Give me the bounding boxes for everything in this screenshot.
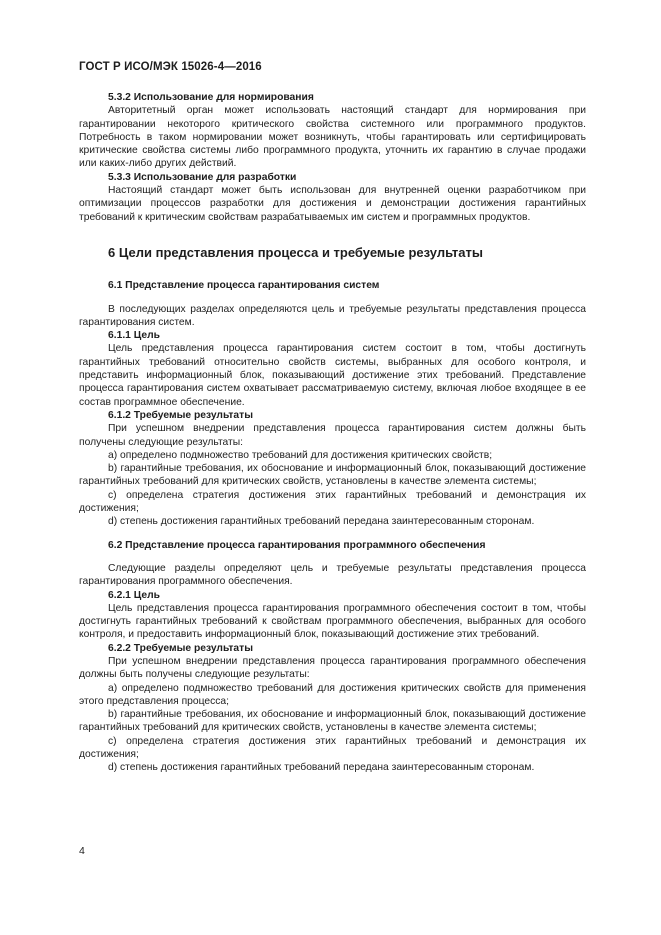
section-5-3-3-heading: 5.3.3 Использование для разработки [108, 171, 297, 183]
section-6-2-heading: 6.2 Представление процесса гарантирования программного обеспечения [108, 539, 486, 551]
list-item: c) определена стратегия достижения этих гарантийных требований и демонстрация их достижения; [79, 489, 586, 515]
section-5-3-2-heading: 5.3.2 Использование для нормирования [108, 92, 314, 103]
section-6-2-paragraph: Следующие разделы определяют цель и требуемые результаты представления процесса гарантирования программного обеспечения. [79, 562, 586, 588]
section-6-1-1-paragraph: Цель представления процесса гарантирования систем состоит в том, чтобы достигнуть гарантийных требований относительно свойств системы, выбранных для особого контроля, и представить информационный блок, показывающий достижение этих требований. Представление процесса гарантирования систем охватывает рассматриваемую систему, включая любое входящее в ее состав программное обеспечение. [79, 343, 586, 408]
section-5-3-2-paragraph: Авторитетный орган может использовать настоящий стандарт для нормирования при гарантировании некоторого критического свойства системного или программного продуктов. Потребность в таком нормировании может возникнуть, чтобы гарантировать или сертифицировать критические свойства системы либо программного продукта, уточнить их гарантию в случае продажи или каких-либо других действий. [79, 105, 586, 170]
section-6-2-1-paragraph: Цель представления процесса гарантирования программного обеспечения состоит в том, чтобы достигнуть гарантийных требований к свойствам программного обеспечения, выбранных для особого контроля, и предоставить информационный блок, показывающий достижение этих требований. [79, 602, 586, 641]
list-item: a) определено подмножество требований для достижения критических свойств для применения этого представления процесса; [79, 682, 586, 707]
section-6-1-heading: 6.1 Представление процесса гарантирования систем [108, 280, 380, 292]
section-5-3-3-paragraph: Настоящий стандарт может быть использован для внутренней оценки разработчиком при оптимизации процессов разработки для достижения и демонстрации достижения гарантийных требований к критическим свойствам разрабатываемых им систем и программных продуктов. [79, 185, 586, 223]
section-6-heading: 6 Цели представления процесса и требуемые результаты [108, 244, 483, 260]
section-6-2-2-heading: 6.2.2 Требуемые результаты [108, 642, 253, 654]
document-body [79, 91, 586, 775]
list-item: b) гарантийные требования, их обоснование и информационный блок, показывающий достижение гарантийных требований для критических свойств, установлены в качестве элемента системы; [79, 709, 586, 734]
page-number: 4 [79, 845, 85, 857]
section-6-1-2-paragraph: При успешном внедрении представления процесса гарантирования систем должны быть получены следующие результаты: [79, 423, 586, 448]
document-header: ГОСТ Р ИСО/МЭК 15026-4—2016 [79, 61, 262, 73]
list-item: a) определено подмножество требований для достижения критических свойств; [108, 449, 493, 461]
list-item: d) степень достижения гарантийных требований передана заинтересованным сторонам. [108, 762, 535, 774]
list-item: d) степень достижения гарантийных требований передана заинтересованным сторонам. [108, 516, 535, 528]
section-6-2-1-heading: 6.2.1 Цель [108, 589, 161, 601]
section-6-2-2-paragraph: При успешном внедрении представления процесса гарантирования программного обеспечения должны быть получены следующие результаты: [79, 655, 586, 681]
section-6-1-1-heading: 6.1.1 Цель [108, 330, 161, 342]
section-6-1-2-heading: 6.1.2 Требуемые результаты [108, 409, 253, 421]
list-item: b) гарантийные требования, их обоснование и информационный блок, показывающий достижение гарантийных требований для критических свойств, установлены в качестве элемента системы; [79, 463, 586, 488]
section-6-1-paragraph: В последующих разделах определяются цель и требуемые результаты представления процесса гарантирования систем. [79, 303, 586, 328]
list-item: c) определена стратегия достижения этих гарантийных требований и демонстрация их достижения; [79, 735, 586, 761]
